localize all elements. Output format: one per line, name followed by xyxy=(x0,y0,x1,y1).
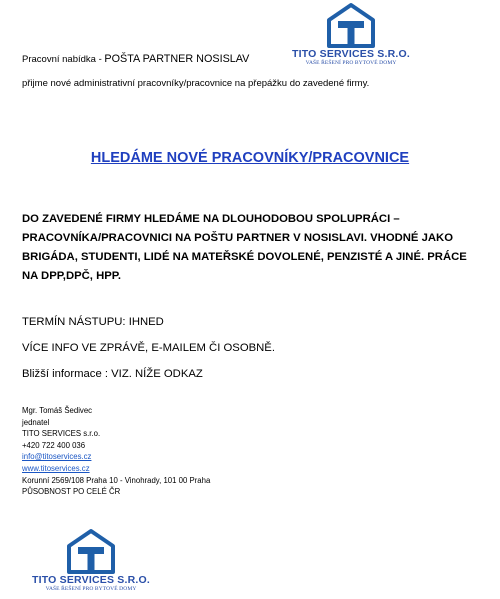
start-date: TERMÍN NÁSTUPU: IHNED xyxy=(22,316,164,328)
description-line: PRACOVNÍKA/PRACOVNICI NA POŠTU PARTNER V NOSISLAVI. VHODNÉ JAKO xyxy=(22,232,453,244)
tito-logo-icon xyxy=(325,2,377,48)
page-title: HLEDÁME NOVÉ PRACOVNÍKY/PRACOVNICE xyxy=(90,150,410,166)
tito-logo-icon xyxy=(65,528,117,574)
company-logo-bottom xyxy=(22,528,160,593)
signature-name: Mgr. Tomáš Šedivec xyxy=(22,406,93,415)
email-link[interactable]: info@titoservices.cz xyxy=(22,452,92,462)
description-line: BRIGÁDA, STUDENTI, LIDÉ NA MATEŘSKÉ DOVOLENÉ, PENZISTÉ A JINÉ. PRÁCE xyxy=(22,251,467,263)
description-line: DO ZAVEDENÉ FIRMY HLEDÁME NA DLOUHODOBOU SPOLUPRÁCI – xyxy=(22,213,400,225)
more-info: VÍCE INFO VE ZPRÁVĚ, E-MAILEM ČI OSOBNĚ. xyxy=(22,342,275,354)
logo-company-name: TITO SERVICES S.R.O. xyxy=(292,48,410,60)
signature-block xyxy=(22,405,210,498)
offer-header xyxy=(22,53,249,65)
logo-tagline: VAŠE ŘEŠENÍ PRO BYTOVÉ DOMY xyxy=(45,586,137,592)
offer-prefix: Pracovní nabídka - xyxy=(22,54,105,65)
logo-tagline: VAŠE ŘEŠENÍ PRO BYTOVÉ DOMY xyxy=(305,60,397,66)
signature-scope: PŮSOBNOST PO CELÉ ČR xyxy=(22,487,121,497)
signature-company: TITO SERVICES s.r.o. xyxy=(22,429,101,439)
logo-company-name: TITO SERVICES S.R.O. xyxy=(32,574,150,586)
company-logo-top xyxy=(282,2,420,67)
website-link[interactable]: www.titoservices.cz xyxy=(22,463,90,473)
description-line: NA DPP,DPČ, HPP. xyxy=(22,270,121,282)
signature-role: jednatel xyxy=(22,417,50,427)
signature-phone: +420 722 400 036 xyxy=(22,440,86,450)
details-note: Bližší informace : VIZ. NÍŽE ODKAZ xyxy=(22,368,203,380)
signature-address: Korunní 2569/108 Praha 10 - Vinohrady, 101 00 Praha xyxy=(22,475,211,485)
offer-employer: POŠTA PARTNER NOSISLAV xyxy=(104,53,250,65)
job-description xyxy=(22,210,484,286)
offer-intro: přijme nové administrativní pracovníky/pracovnice na přepážku do zavedené firmy. xyxy=(22,78,370,89)
